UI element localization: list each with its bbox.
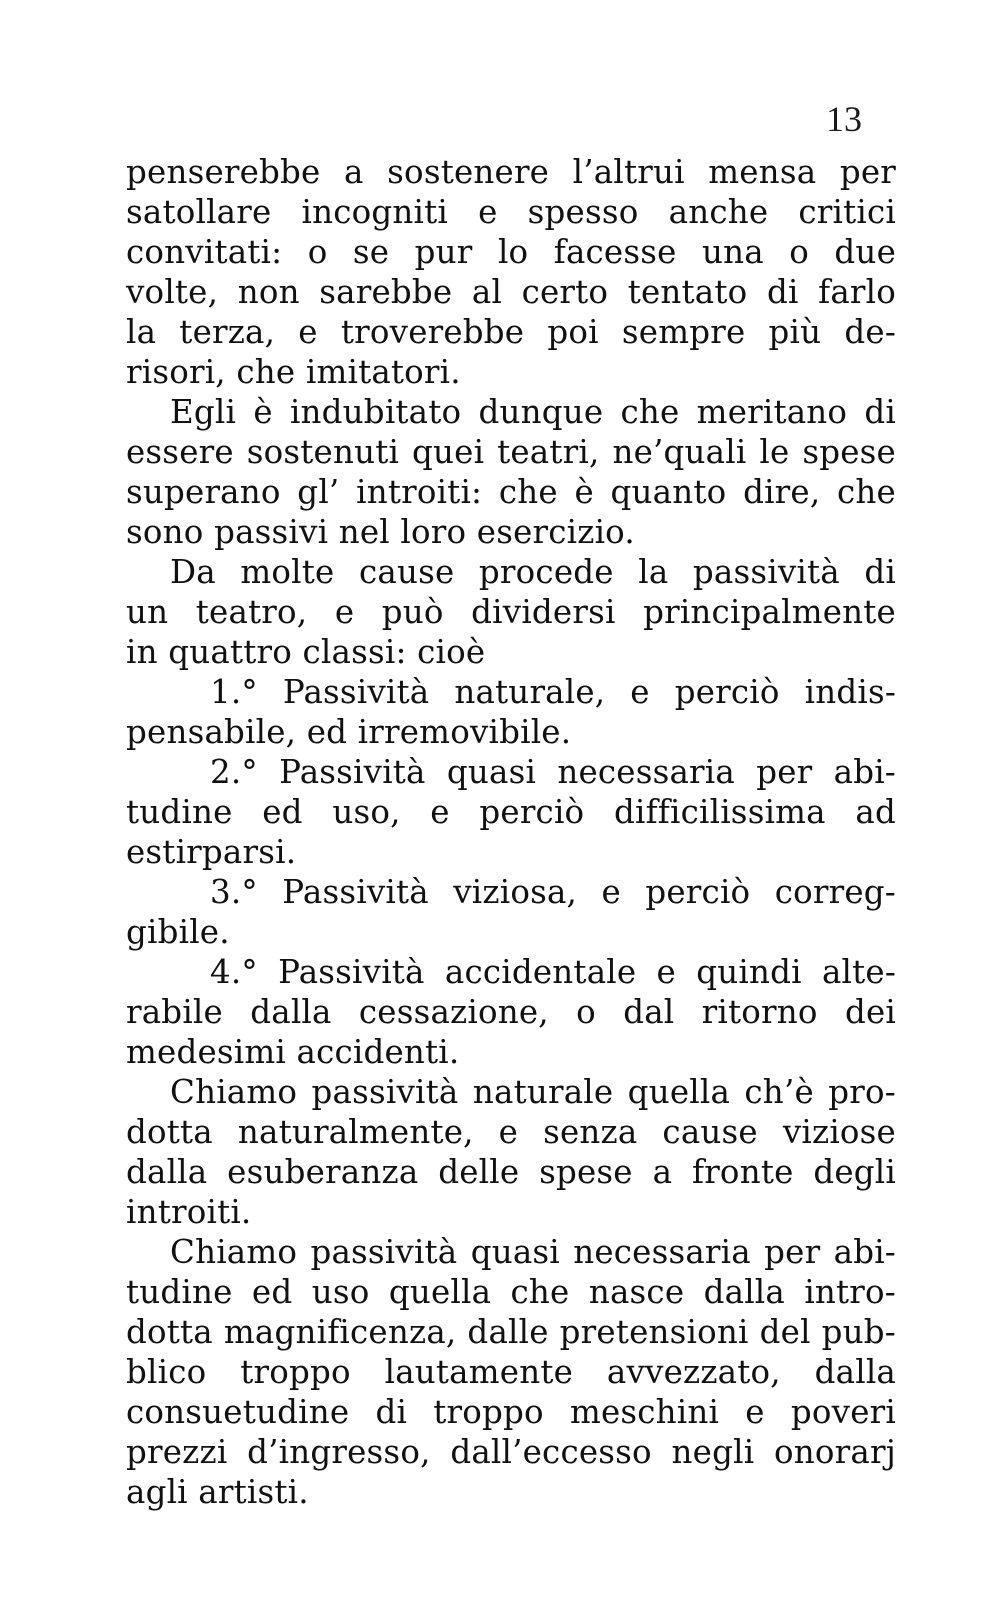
text-line: volte, non sarebbe al certo tentato di farlo xyxy=(126,273,896,311)
text-line: Chiamo passività quasi necessaria per abi- xyxy=(170,1233,896,1271)
text-line: 2.° Passività quasi necessaria per abi- xyxy=(210,753,896,791)
text-line: la terza, e troverebbe poi sempre più de- xyxy=(126,313,896,351)
text-line: un teatro, e può dividersi principalmente xyxy=(126,593,896,631)
text-line: Da molte cause procede la passività di xyxy=(170,553,896,591)
text-line: dalla esuberanza delle spese a fronte degli xyxy=(126,1153,896,1191)
text-line: penserebbe a sostenere l’altrui mensa per xyxy=(126,153,896,191)
text-line: consuetudine di troppo meschini e poveri xyxy=(126,1393,896,1431)
text-lines xyxy=(126,152,896,1512)
text-line: prezzi d’ingresso, dall’eccesso negli onorarj xyxy=(126,1433,896,1471)
text-line: convitati: o se pur lo facesse una o due xyxy=(126,233,896,271)
text-line: medesimi accidenti. xyxy=(126,1033,460,1071)
text-line: 4.° Passività accidentale e quindi alte- xyxy=(210,953,896,991)
text-line: essere sostenuti quei teatri, ne’quali le spese xyxy=(126,433,896,471)
text-line: blico troppo lautamente avvezzato, dalla xyxy=(126,1353,896,1391)
page-number: 13 xyxy=(826,99,862,139)
text-line: tudine ed uso, e perciò difficilissima ad xyxy=(126,793,896,831)
body-text xyxy=(126,152,896,1512)
text-line: introiti. xyxy=(126,1193,252,1231)
text-line: Chiamo passività naturale quella ch’è pro- xyxy=(170,1073,896,1111)
text-line: agli artisti. xyxy=(126,1473,309,1511)
text-line: risori, che imitatori. xyxy=(126,353,461,391)
text-line: 3.° Passività viziosa, e perciò correg- xyxy=(210,873,896,911)
text-line: tudine ed uso quella che nasce dalla intro- xyxy=(126,1273,896,1311)
text-line: satollare incogniti e spesso anche critici xyxy=(126,193,896,231)
text-line: dotta magnificenza, dalle pretensioni del pub- xyxy=(126,1313,896,1351)
text-line: estirparsi. xyxy=(126,833,297,871)
text-line: Egli è indubitato dunque che meritano di xyxy=(170,393,896,431)
text-line: in quattro classi: cioè xyxy=(126,633,486,671)
text-line: rabile dalla cessazione, o dal ritorno dei xyxy=(126,993,896,1031)
text-line: gibile. xyxy=(126,913,230,951)
text-line: sono passivi nel loro esercizio. xyxy=(126,513,635,551)
text-line: pensabile, ed irremovibile. xyxy=(126,713,572,751)
text-line: dotta naturalmente, e senza cause viziose xyxy=(126,1113,896,1151)
text-line: 1.° Passività naturale, e perciò indis- xyxy=(210,673,896,711)
text-line: superano gl’ introiti: che è quanto dire, che xyxy=(126,473,896,511)
